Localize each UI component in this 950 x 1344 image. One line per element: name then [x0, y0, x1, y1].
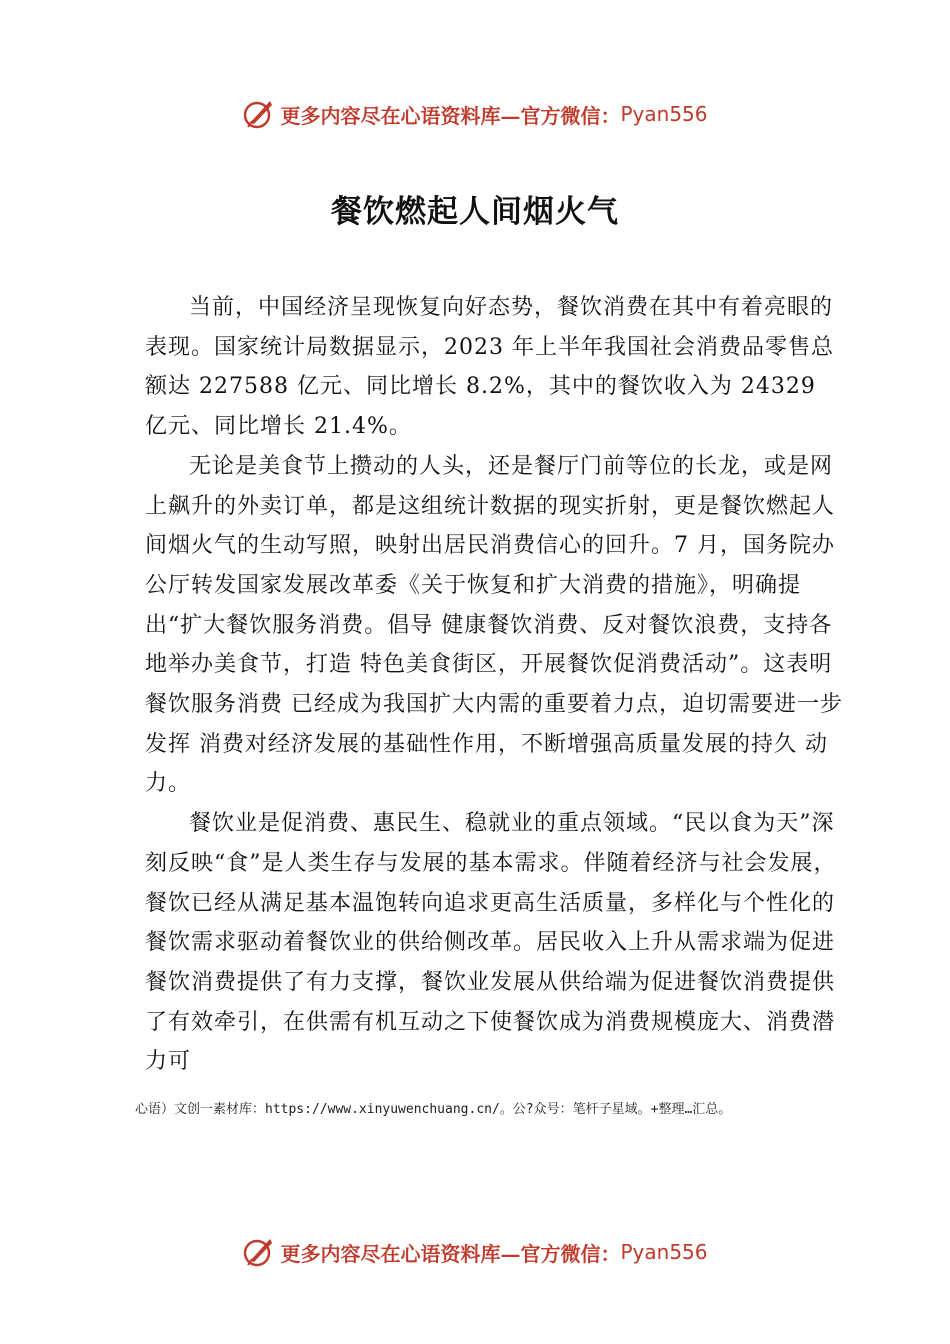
banner-contact: Pyan556	[620, 1240, 708, 1264]
quill-logo-icon	[242, 1235, 276, 1269]
paragraph-1: 当前，中国经济呈现恢复向好态势，餐饮消费在其中有着亮眼的表现。国家统计局数据显示，2023 年上半年我国社会消费品零售总额达 227588 亿元、同比增长 8.2%，其中的餐饮收入为 24329 亿元、同比增长 21.4%。	[145, 295, 834, 440]
banner-slogan: 更多内容尽在心语资料库—官方微信：	[280, 103, 621, 128]
paragraph-2: 无论是美食节上攒动的人头，还是餐厅门前等位的长龙，或是网上飙升的外卖订单，都是这组统计数据的现实折射，更是餐饮燃起人间烟火气的生动写照，映射出居民消费信心的回升。7 月，国务院办公厅转发国家发展改革委《关于恢复和扩大消费的措施》，明确提出“扩大餐饮服务消费。倡导 健康餐饮消费、反对餐饮浪费，支持各地举办美食节，打造 特色美食街区，开展餐饮促消费活动”。这表明餐饮服务消费 已经成为我国扩大内需的重要着力点，迫切需要进一步发挥 消费对经济发展的基础性作用，不断增强高质量发展的持久 动力。	[145, 453, 843, 797]
footer-banner	[0, 1232, 950, 1272]
banner-contact: Pyan556	[620, 102, 708, 126]
document-title: 餐饮燃起人间烟火气	[331, 194, 619, 230]
source-note: 心语）文创一素材库：https://www.xinyuwenchuang.cn/。公?众号：笔杆子星域。+整理…汇总。	[135, 1102, 732, 1117]
banner-slogan: 更多内容尽在心语资料库—官方微信：	[280, 1241, 621, 1266]
paragraph-3: 餐饮业是促消费、惠民生、稳就业的重点领域。“民以食为天”深刻反映“食”是人类生存与发展的基本需求。伴随着经济与社会发展，餐饮已经从满足基本温饱转向追求更高生活质量，多样化与个性化的餐饮需求驱动着餐饮业的供给侧改革。居民收入上升从需求端为促进餐饮消费提供了有力支撑，餐饮业发展从供给端为促进餐饮消费提供了有效牵引，在供需有机互动之下使餐饮成为消费规模庞大、消费潜力可	[145, 811, 837, 1075]
document-body	[145, 288, 845, 1082]
quill-logo-icon	[242, 97, 276, 131]
header-banner	[0, 94, 950, 134]
